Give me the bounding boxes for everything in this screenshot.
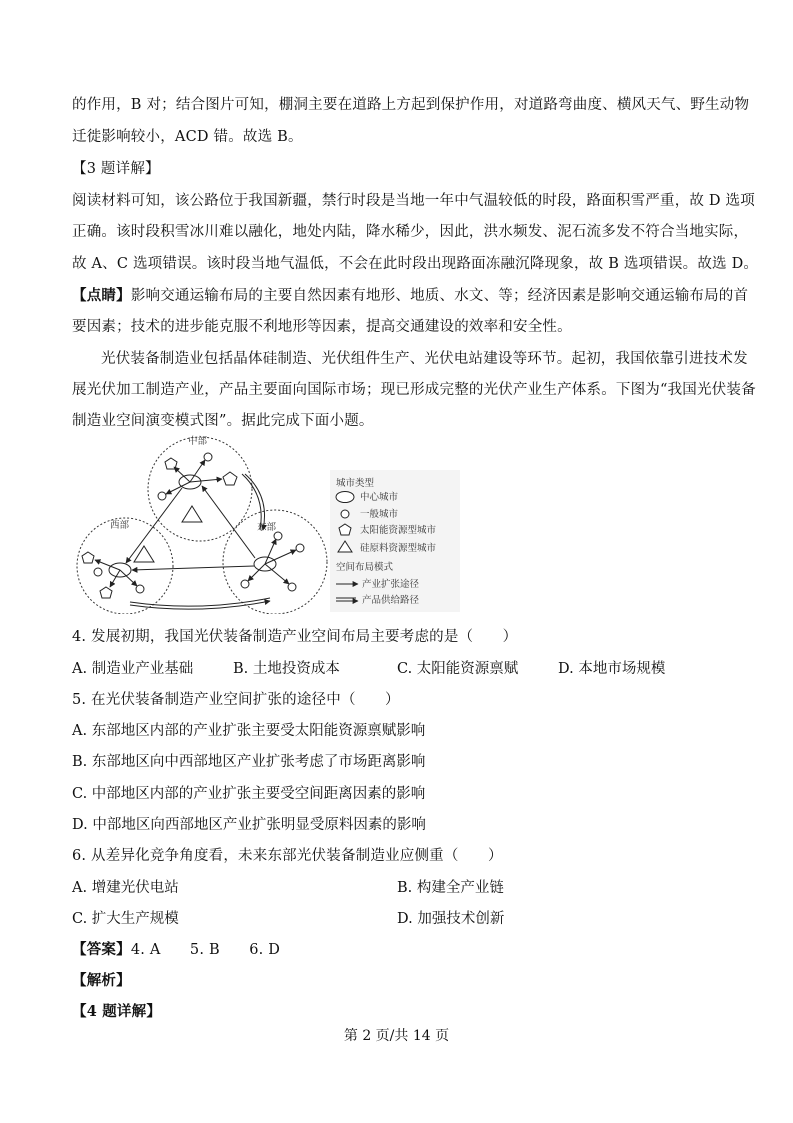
question-5: 5. 在光伏装备制造产业空间扩张的途径中（ ） [72,692,400,708]
text-line: 展光伏加工制造产业，产品主要面向国际市场；现已形成完整的光伏产业生产体系。下图为“我国光伏装备 [72,382,756,398]
legend-expansion: 产业扩张途径 [362,579,420,590]
central-solar-city [223,472,237,485]
section-heading: 【3 题详解】 [72,161,160,177]
east-label: 东部 [257,522,277,533]
east-general-city [296,544,304,552]
expansion-east-central [202,486,255,558]
text-line: 光伏装备制造业包括晶体硅制造、光伏组件生产、光伏电站建设等环节。起初，我国依靠引进技术发 [101,351,748,367]
central-solar-city [165,458,177,469]
q6-option-a[interactable]: A. 增建光伏电站 [72,880,179,896]
q4-option-d[interactable]: D. 本地市场规模 [558,661,666,677]
legend-silicon-city: 硅原料资源型城市 [360,543,437,554]
spatial-evolution-diagram [70,434,460,614]
text-line: 迁徙影响较小，ACD 错。故选 B。 [72,129,303,145]
legend-center-city-symbol [336,492,354,503]
answer-text: 4. A 5. B 6. D [130,942,281,958]
q4-option-c[interactable]: C. 太阳能资源禀赋 [397,661,519,677]
q5-option-b[interactable]: B. 东部地区向中西部地区产业扩张考虑了市场距离影响 [72,754,426,770]
legend-supply: 产品供给路径 [362,595,420,606]
central-label: 中部 [188,436,208,447]
expansion-east-west [132,566,254,570]
legend-general-city: 一般城市 [360,509,399,520]
q6-option-b[interactable]: B. 构建全产业链 [397,880,504,896]
question-4: 4. 发展初期，我国光伏装备制造产业空间布局主要考虑的是（ ） [72,629,518,645]
text-line: 阅读材料可知，该公路位于我国新疆，禁行时段是当地一年中气温较低的时段，路面积雪严重，故 D 选项 [72,193,755,209]
west-label: 西部 [110,520,130,531]
q5-option-a[interactable]: A. 东部地区内部的产业扩张主要受太阳能资源禀赋影响 [72,723,426,739]
q4-detail-heading: 【4 题详解】 [72,1003,162,1020]
legend-title-city: 城市类型 [336,478,375,489]
text-line: 要因素；技术的进步能克服不利地形等因素，提高交通建设的效率和安全性。 [72,319,572,335]
east-general-city [274,532,282,540]
q5-option-d[interactable]: D. 中部地区向西部地区产业扩张明显受原料因素的影响 [72,817,426,833]
tip-paragraph [72,286,749,306]
tip-text: 影响交通运输布局的主要自然因素有地形、地质、水文、等；经济因素是影响交通运输布局的首 [130,288,749,304]
q4-option-b[interactable]: B. 土地投资成本 [233,661,340,677]
west-solar-city [100,587,112,598]
central-silicon-city [182,506,202,522]
legend-solar-city: 太阳能资源型城市 [360,525,437,536]
east-general-city [241,580,249,588]
text-line: 故 A、C 选项错误。该时段当地气温低，不会在此时段出现路面冻融沉降现象，故 B 选项错误。故选 D。 [72,256,759,272]
page-number: 第 2 页/共 14 页 [343,1028,450,1044]
text-line: 正确。该时段积雪冰川难以融化，地处内陆，降水稀少，因此，洪水频发、泥石流多发不符合当地实际， [72,224,749,240]
west-general-city [136,585,144,593]
tip-label: 【点睛】 [72,287,131,304]
question-6: 6. 从差异化竞争角度看，未来东部光伏装备制造业应侧重（ ） [72,848,503,864]
q6-option-d[interactable]: D. 加强技术创新 [397,911,505,927]
legend-center-city: 中心城市 [360,492,399,503]
q6-option-c[interactable]: C. 扩大生产规模 [72,911,179,927]
expansion-central-west [126,488,182,563]
central-general-city [158,492,166,500]
west-solar-city [82,552,94,563]
analysis-heading: 【解析】 [72,972,131,989]
west-general-city [94,568,102,576]
q5-option-c[interactable]: C. 中部地区内部的产业扩张主要受空间距离因素的影响 [72,786,426,802]
q4-option-a[interactable]: A. 制造业产业基础 [72,661,194,677]
legend-title-mode: 空间布局模式 [336,562,394,573]
legend-general-city-symbol [341,510,349,518]
text-line: 制造业空间演变模式图”。据此完成下面小题。 [72,413,374,429]
east-general-city [288,583,296,591]
central-region-circle [148,437,252,541]
central-general-city [204,453,212,461]
answer-label: 【答案】 [72,941,131,958]
answer-line [72,940,732,960]
text-line: 的作用，B 对；结合图片可知，棚洞主要在道路上方起到保护作用，对道路弯曲度、横风天气、野生动物 [72,97,750,113]
